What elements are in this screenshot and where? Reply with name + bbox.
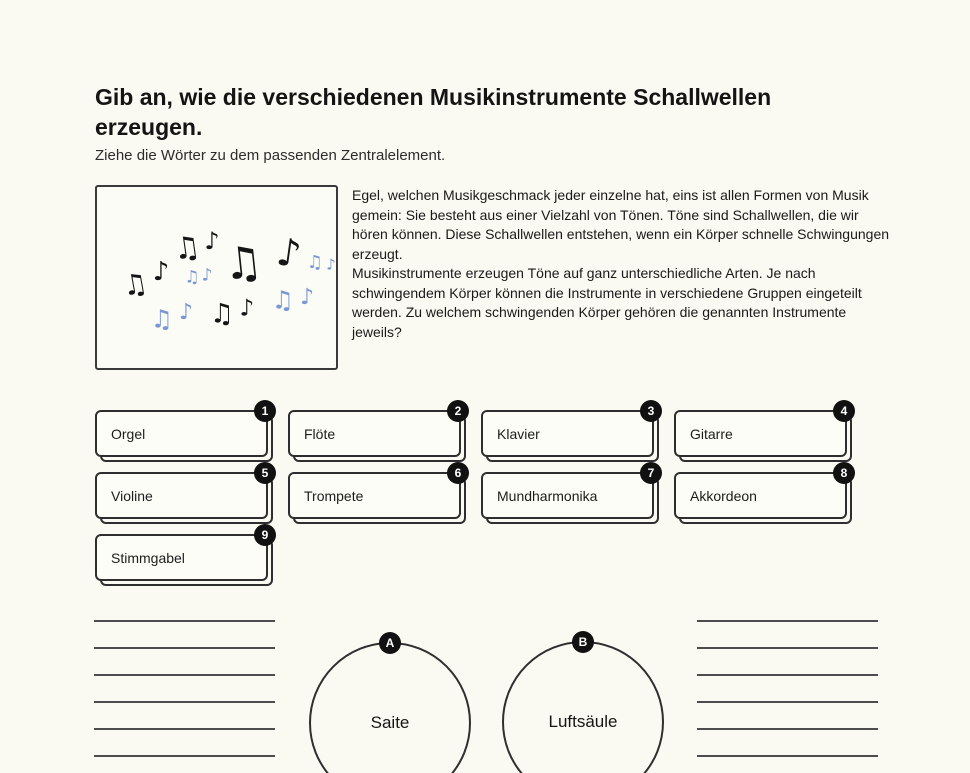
card-number-badge: 9 <box>254 524 276 546</box>
cards-grid <box>95 404 855 581</box>
music-note-icon: ♪ <box>299 285 315 310</box>
page-title: Gib an, wie die verschiedenen Musikinstrumente Schallwellen erzeugen. <box>95 84 772 140</box>
card-label: Flöte <box>304 425 336 442</box>
card-number-badge: 5 <box>254 462 276 484</box>
card-label: Gitarre <box>690 425 733 442</box>
ruled-line <box>94 620 275 622</box>
intro-paragraph-1: Egel, welchen Musikgeschmack jeder einzelne hat, eins ist allen Formen von Musik gemein: Sie besteht aus einer Vielzahl von Tönen. Töne sind Schallwellen, die wir hören können. Diese Schallwellen entstehen, wenn ein Körper schnelle Schwingungen erzeugt. <box>352 187 890 262</box>
ruled-line <box>94 674 275 676</box>
word-card-violine[interactable] <box>95 466 269 519</box>
music-note-icon: ♪ <box>178 300 194 325</box>
card-number-badge: 3 <box>640 400 662 422</box>
ruled-line <box>697 647 878 649</box>
music-note-icon: ♫ <box>220 236 266 291</box>
drop-zone-luftsaeule[interactable] <box>502 635 664 773</box>
card-number-badge: 8 <box>833 462 855 484</box>
card-number-badge: 1 <box>254 400 276 422</box>
music-note-icon: ♪ <box>273 229 305 277</box>
card-number-badge: 7 <box>640 462 662 484</box>
card-label: Akkordeon <box>690 487 757 504</box>
music-note-icon: ♫ <box>306 252 324 273</box>
zone-label-saite: Saite <box>370 713 410 732</box>
ruled-lines-left <box>94 620 275 773</box>
ruled-line <box>697 755 878 757</box>
card-number-badge: 6 <box>447 462 469 484</box>
ruled-line <box>697 674 878 676</box>
card-label: Klavier <box>497 425 540 442</box>
music-note-icon: ♪ <box>204 227 220 255</box>
music-note-icon: ♫ <box>271 285 295 315</box>
instruction-text: Ziehe die Wörter zu dem passenden Zentralelement. <box>95 147 446 164</box>
zone-label-luftsaeule: Luftsäule <box>548 712 618 731</box>
ruled-line <box>94 728 275 730</box>
zone-badge-b: B <box>572 631 594 653</box>
card-label: Orgel <box>111 425 146 442</box>
word-card-gitarre[interactable] <box>674 404 848 457</box>
card-label: Mundharmonika <box>497 487 598 504</box>
zone-badge-a: A <box>379 632 401 654</box>
card-number-badge: 4 <box>833 400 855 422</box>
music-note-icon: ♪ <box>201 265 213 286</box>
music-note-icon: ♪ <box>239 295 255 322</box>
word-card-mundharmonika[interactable] <box>481 466 655 519</box>
word-card-akkordeon[interactable] <box>674 466 848 519</box>
card-label: Violine <box>111 487 153 504</box>
intro-text <box>352 186 892 342</box>
ruled-line <box>94 647 275 649</box>
ruled-line <box>697 728 878 730</box>
music-note-icon: ♫ <box>150 304 174 334</box>
ruled-line <box>697 701 878 703</box>
ruled-line <box>697 620 878 622</box>
music-note-icon: ♪ <box>152 257 170 287</box>
card-label: Trompete <box>304 487 364 504</box>
drop-zone-saite[interactable] <box>309 636 471 773</box>
ruled-lines-right <box>697 620 878 773</box>
ruled-line <box>94 755 275 757</box>
card-label: Stimmgabel <box>111 549 185 566</box>
word-card-flöte[interactable] <box>288 404 462 457</box>
word-card-orgel[interactable] <box>95 404 269 457</box>
intro-paragraph-2: Musikinstrumente erzeugen Töne auf ganz unterschiedliche Arten. Je nach schwingendem Körper können die Instrumente in verschiedene Gruppen eingeteilt werden. Zu welchem schwingenden Körper gehören die genannten Instrumente jeweils? <box>352 265 862 340</box>
ruled-line <box>94 701 275 703</box>
music-note-icon: ♪ <box>326 255 336 274</box>
music-note-icon: ♫ <box>119 266 151 303</box>
music-note-icon: ♫ <box>184 267 200 288</box>
music-notes-image <box>95 185 338 370</box>
music-note-icon: ♫ <box>209 298 235 330</box>
word-card-stimmgabel[interactable] <box>95 528 269 581</box>
card-number-badge: 2 <box>447 400 469 422</box>
word-card-klavier[interactable] <box>481 404 655 457</box>
music-note-icon: ♫ <box>171 229 203 268</box>
word-card-trompete[interactable] <box>288 466 462 519</box>
